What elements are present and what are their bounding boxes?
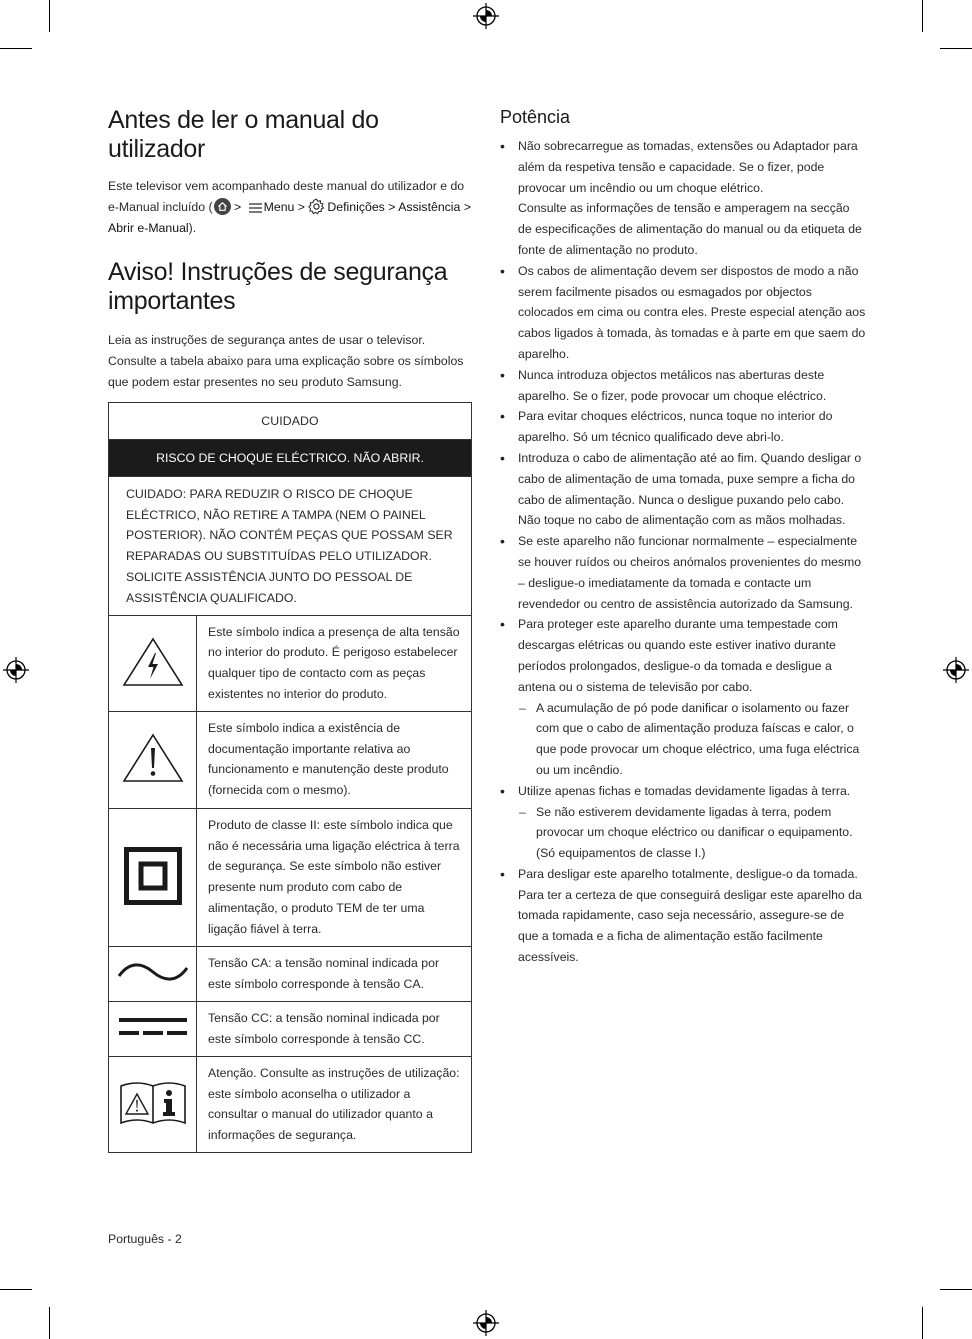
instructions-icon: [117, 1077, 189, 1129]
high-voltage-icon: [121, 636, 185, 688]
list-item: • Os cabos de alimentação devem ser dispostos de modo a não serem facilmente pisados ou esmagados por objectos colocados em cima ou contra eles. Preste especial atenção aos cabos ligados à tomada, às tomadas e à parte em que saem do aparelho.: [500, 261, 866, 365]
symbol-row: [109, 1056, 472, 1152]
registration-mark-icon: [472, 2, 500, 30]
breadcrumb-separator: >: [297, 199, 305, 214]
symbol-cell: [109, 711, 197, 808]
symbol-cell: [109, 946, 197, 1001]
list-item: • Para evitar choques eléctricos, nunca toque no interior do aparelho. Só um técnico qualificado deve abri-lo.: [500, 406, 866, 448]
breadcrumb-separator: >: [234, 199, 242, 214]
symbol-description: Tensão CC: a tensão nominal indicada por este símbolo corresponde à tensão CC.: [197, 1001, 472, 1056]
symbol-description: Produto de classe II: este símbolo indica que não é necessária uma ligação eléctrica à terra de segurança. Se este símbolo não estiver presente num produto com cabo de alimentação, o produto TEM de ter uma ligação fiável à terra.: [197, 808, 472, 946]
bullet-extra-text: Consulte as informações de tensão e amperagem na secção de especificações de alimentação do manual ou da etiqueta de fonte de alimentação no produto.: [518, 201, 862, 257]
sub-list: [518, 698, 866, 781]
crop-mark: [940, 48, 972, 49]
symbol-description: Tensão CA: a tensão nominal indicada por este símbolo corresponde à tensão CA.: [197, 946, 472, 1001]
manual-intro: [108, 176, 472, 238]
safety-heading: Aviso! Instruções de segurança importantes: [108, 258, 448, 316]
breadcrumb-separator: >: [463, 199, 471, 214]
intro-text: Este televisor vem acompanhado deste manual do utilizador e do e-Manual incluído (: [108, 179, 465, 214]
sub-list-item: – A acumulação de pó pode danificar o isolamento ou fazer com que o cabo de alimentação produza faíscas e calor, o que pode provocar um choque eléctrico, uma fuga eléctrica ou um incêndio.: [518, 698, 866, 781]
bullet-text: Para proteger este aparelho durante uma tempestade com descargas elétricas ou quando este estiver inativo durante períodos prolongados, desligue-o da tomada e desligue a antena ou o sistema de televisão por cabo.: [518, 617, 838, 694]
list-item: [500, 781, 866, 864]
list-item: • Nunca introduza objectos metálicos nas aberturas deste aparelho. Se o fizer, pode provocar um choque eléctrico.: [500, 365, 866, 407]
symbol-row: [109, 808, 472, 946]
registration-mark-icon: [942, 656, 970, 684]
symbol-row: [109, 615, 472, 711]
bullet-text: Utilize apenas fichas e tomadas devidamente ligadas à terra.: [518, 783, 851, 798]
breadcrumb-separator: >: [388, 199, 396, 214]
symbol-description: Atenção. Consulte as instruções de utilização: este símbolo aconselha o utilizador a consultar o manual do utilizador quanto a informações de segurança.: [197, 1056, 472, 1152]
registration-mark-icon: [2, 656, 30, 684]
list-item: • Para desligar este aparelho totalmente, desligue-o da tomada. Para ter a certeza de que conseguirá desligar este aparelho da tomada rapidamente, caso seja necessário, assegure-se de que a tomada e a ficha de alimentação estão facilmente acessíveis.: [500, 864, 866, 968]
bullet-text: Não sobrecarregue as tomadas, extensões ou Adaptador para além da respetiva tensão e capacidade. Se o fizer, pode provocar um incêndio ou um choque elétrico.: [518, 139, 858, 195]
list-item: [500, 136, 866, 261]
crop-mark: [0, 48, 32, 49]
crop-mark: [922, 1307, 923, 1339]
symbol-description: Este símbolo indica a existência de documentação importante relativa ao funcionamento e manutenção deste produto (fornecida com o mesmo).: [197, 711, 472, 808]
symbol-row: [109, 1001, 472, 1056]
dc-voltage-icon: [117, 1014, 189, 1040]
left-column: [108, 104, 472, 1153]
page-number: Português - 2: [108, 1232, 182, 1246]
page-title: Antes de ler o manual do utilizador: [108, 106, 379, 163]
sub-list-item: – Se não estiverem devidamente ligadas à terra, podem provocar um choque eléctrico ou danificar o equipamento. (Só equipamentos de classe I.): [518, 802, 866, 864]
crop-mark: [49, 0, 50, 32]
power-heading: Potência: [500, 107, 571, 127]
crop-mark: [922, 0, 923, 32]
caution-header: CUIDADO: [109, 402, 472, 439]
class-ii-icon: [124, 847, 182, 905]
menu-icon: [249, 203, 262, 213]
gear-icon: [308, 198, 325, 215]
caution-table: [108, 402, 472, 1153]
sub-list: [518, 802, 866, 864]
crop-mark: [0, 1289, 32, 1290]
home-icon: [214, 198, 231, 215]
symbol-row: [109, 946, 472, 1001]
symbol-cell: [109, 1056, 197, 1152]
list-item: • Se este aparelho não funcionar normalmente – especialmente se houver ruídos ou cheiros anómalos provenientes do mesmo – desligue-o imediatamente da tomada e contacte um revendedor ou centro de assistência autorizado da Samsung.: [500, 531, 866, 614]
symbol-cell: [109, 615, 197, 711]
intro-closing: ).: [188, 220, 197, 235]
exclamation-triangle-icon: [121, 732, 185, 784]
right-column: [500, 104, 866, 968]
ac-voltage-icon: [117, 959, 189, 985]
registration-mark-icon: [472, 1309, 500, 1337]
power-bullet-list: [500, 136, 866, 968]
crop-mark: [940, 1289, 972, 1290]
list-item: • Introduza o cabo de alimentação até ao fim. Quando desligar o cabo de alimentação de uma tomada, puxe sempre a ficha do cabo de alimentação. Nunca o desligue puxando pelo cabo. Não toque no cabo de alimentação com as mãos molhadas.: [500, 448, 866, 531]
breadcrumb-open-emanual: Abrir e-Manual: [108, 220, 189, 235]
symbol-cell: [109, 808, 197, 946]
safety-intro: Leia as instruções de segurança antes de usar o televisor. Consulte a tabela abaixo para uma explicação sobre os símbolos que podem estar presentes no seu produto Samsung.: [108, 333, 464, 389]
symbol-row: [109, 711, 472, 808]
breadcrumb-settings: Definições: [327, 199, 385, 214]
symbol-description: Este símbolo indica a presença de alta tensão no interior do produto. É perigoso estabelecer qualquer tipo de contacto com as peças existentes no interior do produto.: [197, 615, 472, 711]
list-item: [500, 614, 866, 780]
caution-warning-text: CUIDADO: PARA REDUZIR O RISCO DE CHOQUE ELÉCTRICO, NÃO RETIRE A TAMPA (NEM O PAINEL POSTERIOR). NÃO CONTÉM PEÇAS QUE POSSAM SER REPARADAS OU SUBSTITUÍDAS PELO UTILIZADOR. SOLICITE ASSISTÊNCIA JUNTO DO PESSOAL DE ASSISTÊNCIA QUALIFICADO.: [109, 476, 472, 615]
breadcrumb-support: Assistência: [398, 199, 461, 214]
crop-mark: [49, 1307, 50, 1339]
symbol-cell: [109, 1001, 197, 1056]
breadcrumb-menu: Menu: [263, 199, 295, 214]
shock-risk-banner: RISCO DE CHOQUE ELÉCTRICO. NÃO ABRIR.: [109, 439, 472, 476]
